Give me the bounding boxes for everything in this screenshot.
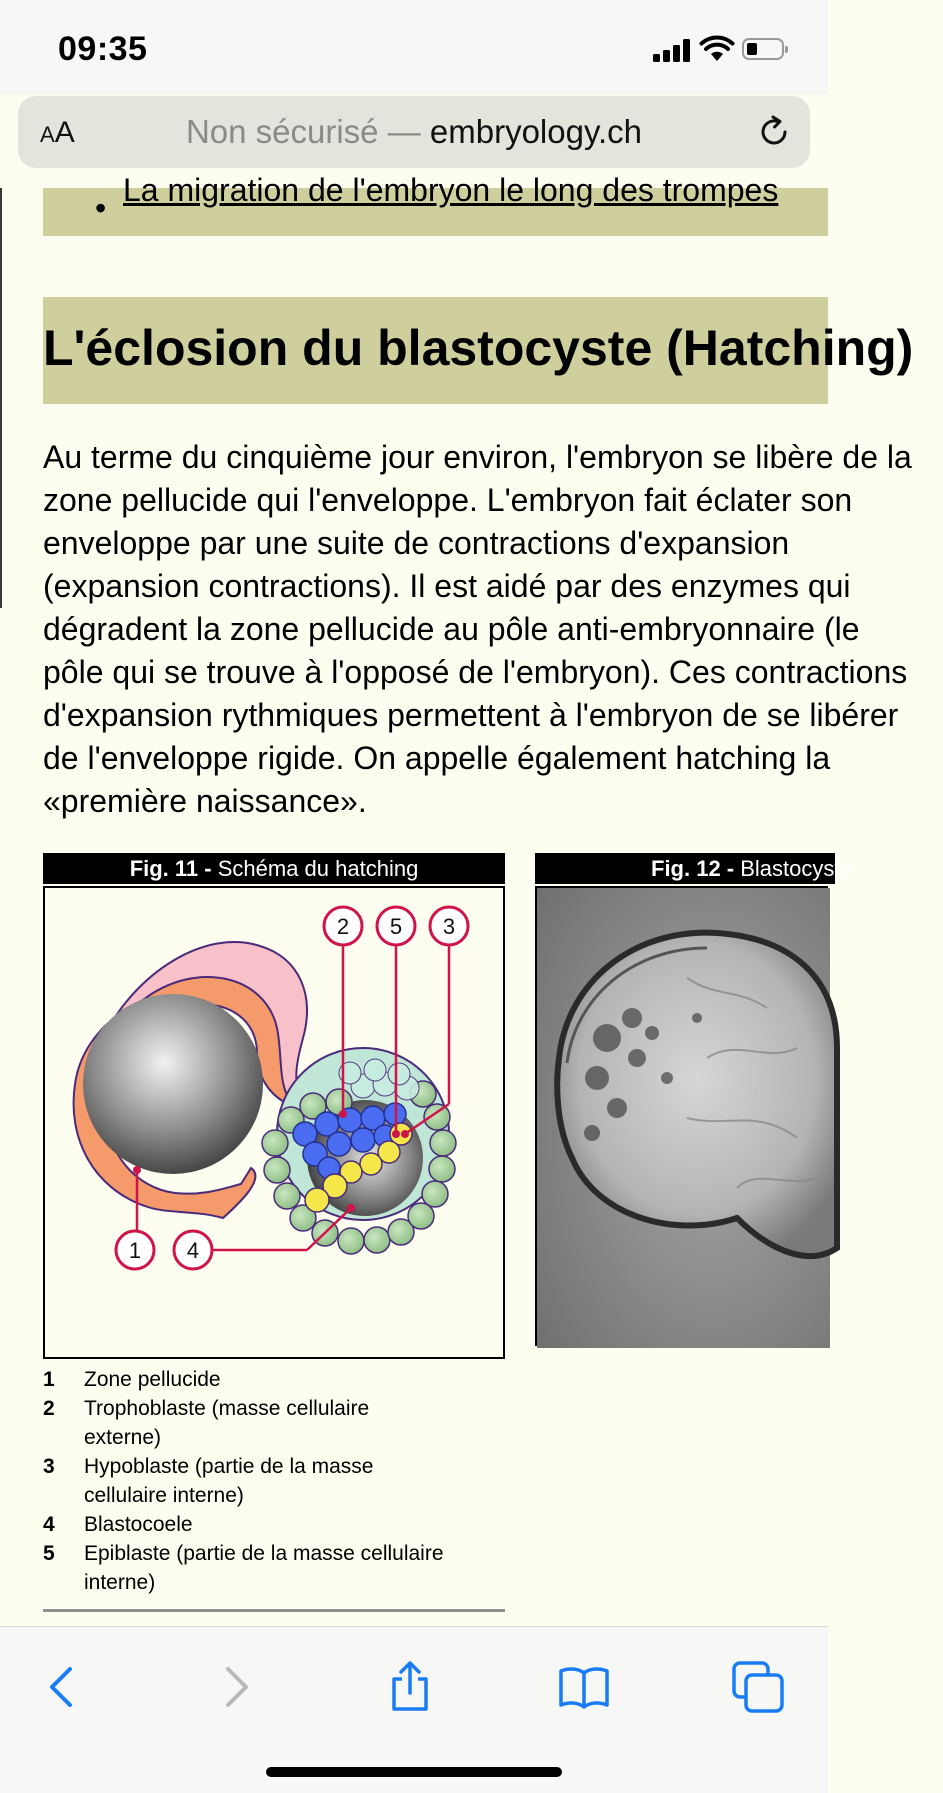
figure-11-caption: Fig. 11 - Schéma du hatching bbox=[43, 853, 505, 884]
paragraph-line: (expansion contractions). Il est aidé par des enzymes qui bbox=[43, 568, 851, 604]
web-page bbox=[0, 172, 914, 1626]
paragraph-line: dégradent la zone pellucide au pôle anti-embryonnaire (le bbox=[43, 611, 860, 647]
blastocyst-micrograph bbox=[537, 888, 830, 1348]
callout-4: 4 bbox=[186, 1238, 200, 1263]
legend-item: 2 Trophoblaste (masse cellulaire externe) bbox=[43, 1397, 370, 1449]
figure-12-caption: Fig. 12 - Blastocyste bbox=[535, 853, 835, 884]
wifi-icon bbox=[700, 36, 734, 62]
figure-11 bbox=[43, 853, 505, 1612]
bookmarks-icon[interactable] bbox=[556, 1659, 612, 1715]
hatching-diagram[interactable] bbox=[43, 886, 505, 1359]
home-indicator bbox=[266, 1767, 562, 1777]
url-field[interactable] bbox=[18, 113, 810, 151]
reload-icon[interactable] bbox=[756, 114, 792, 150]
paragraph-line: d'expansion rythmiques permettent à l'embryon de se libérer bbox=[43, 697, 899, 733]
hatching-diagram-svg bbox=[45, 888, 503, 1357]
nav-bullet-band bbox=[43, 172, 828, 236]
extruded-embryo bbox=[83, 994, 263, 1174]
callout-1: 1 bbox=[128, 1238, 142, 1263]
tabs-icon[interactable] bbox=[730, 1659, 786, 1715]
paragraph-line: Au terme du cinquième jour environ, l'embryon se libère de la bbox=[43, 439, 912, 475]
blastocyst-photo[interactable] bbox=[535, 886, 828, 1346]
article-paragraph bbox=[43, 436, 943, 823]
cellular-signal-icon bbox=[653, 38, 691, 62]
callout-2: 2 bbox=[336, 914, 350, 939]
figure-divider bbox=[43, 1609, 505, 1612]
legend-item: 1 Zone pellucide bbox=[43, 1368, 221, 1391]
section-title: L'éclosion du blastocyste (Hatching) bbox=[43, 320, 914, 376]
paragraph-line: de l'enveloppe rigide. On appelle également hatching la bbox=[43, 740, 831, 776]
address-bar[interactable] bbox=[18, 96, 810, 168]
migration-link[interactable]: La migration de l'embryon le long des trompes bbox=[123, 172, 779, 208]
browser-toolbar bbox=[0, 1626, 828, 1793]
figure-11-legend bbox=[43, 1365, 505, 1597]
legend-item: 3 Hypoblaste (partie de la masse cellulaire interne) bbox=[43, 1455, 374, 1507]
forward-icon[interactable] bbox=[208, 1659, 264, 1715]
url-security-label: Non sécurisé — bbox=[185, 113, 430, 150]
paragraph-line: pôle qui se trouve à l'opposé de l'embryon). Ces contractions bbox=[43, 654, 908, 690]
figure-12 bbox=[535, 853, 853, 1346]
back-icon[interactable] bbox=[34, 1659, 90, 1715]
status-bar bbox=[0, 0, 828, 95]
share-icon[interactable] bbox=[382, 1659, 438, 1715]
reader-settings-button[interactable]: AA bbox=[40, 116, 75, 149]
legend-item: 5 Epiblaste (partie de la masse cellulaire interne) bbox=[43, 1542, 444, 1594]
status-time: 09:35 bbox=[58, 30, 148, 68]
legend-item: 4 Blastocoele bbox=[43, 1513, 193, 1536]
left-border bbox=[0, 188, 2, 608]
url-domain: embryology.ch bbox=[429, 113, 643, 150]
battery-icon bbox=[742, 38, 784, 60]
bullet-dot: • bbox=[95, 190, 107, 226]
callout-3: 3 bbox=[442, 914, 456, 939]
callout-5: 5 bbox=[389, 914, 403, 939]
paragraph-line: zone pellucide qui l'enveloppe. L'embryon fait éclater son bbox=[43, 482, 853, 518]
section-header bbox=[43, 297, 914, 404]
paragraph-line: «première naissance». bbox=[43, 783, 367, 819]
paragraph-line: enveloppe par une suite de contractions d'expansion bbox=[43, 525, 790, 561]
